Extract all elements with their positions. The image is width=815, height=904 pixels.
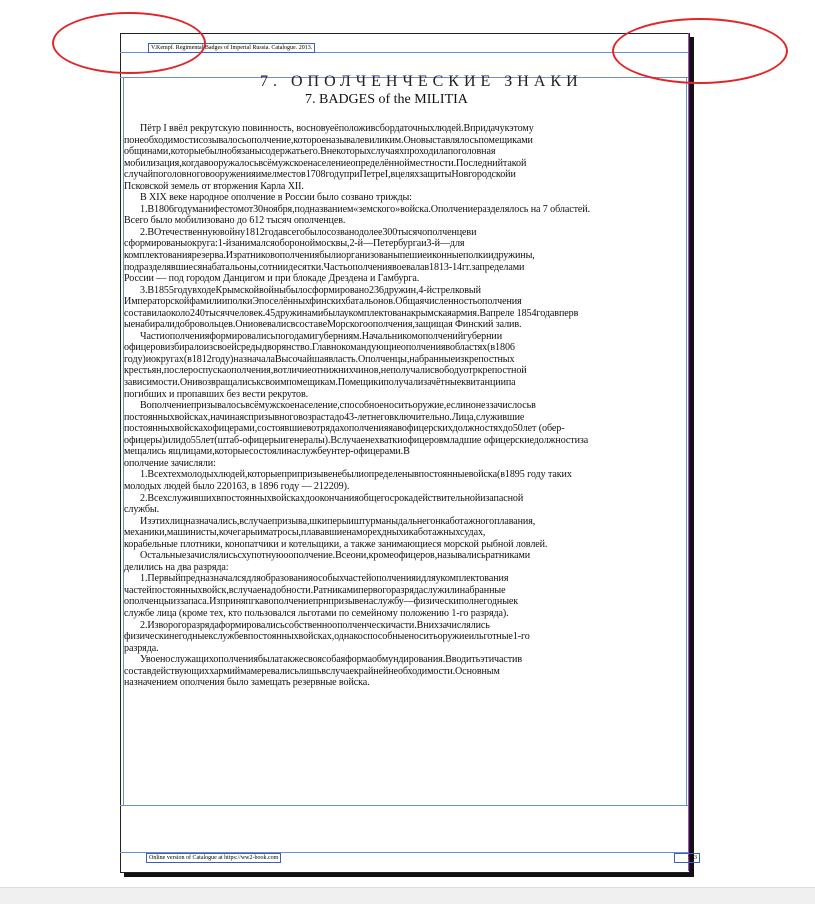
text-line: Псковской земель от вторжения Карла XII. <box>124 180 304 192</box>
online-version-footer: Online version of Catalogue at https://ww2-book.com <box>146 853 281 863</box>
text-line: ИмператорскойфамилииполкиЭпоселённыхфинскихбатальонов.Общаячисленностьополчения <box>124 296 522 308</box>
chapter-title-english: 7. BADGES of the MILITIA <box>305 92 468 107</box>
text-line: Увоенослужащихополчениябылатакжесвоясобаяформаобмундирования.Вводитьэтичастив <box>140 654 523 666</box>
text-line: погибших и пропавших без вести рекрутов. <box>124 388 309 400</box>
bottom-margin-guide <box>120 805 688 806</box>
text-line: мещались ящлицами,которыесостоялинаслужбеунтер-офицерами.В <box>124 446 410 458</box>
text-line: механики,машинисты,кочегарыиматросы,плававшиенаморехдныхикаботажныхсудах, <box>124 527 486 539</box>
running-header: V.Kempf. Regimental Badges of Imperial Russia. Catalogue. 2013. <box>148 43 315 53</box>
text-line: общинами,которыебылнобязанысодержатьего.Внекоторыхслучаяхпроходилапоголовная <box>124 146 496 158</box>
text-line: 1.В1806годуманифестомот30ноября,подназванием«земского»войска.Ополчениеразделялось на 7 областей. <box>140 203 591 215</box>
text-line: Вополчениепризывалосьвсёмужскоенаселение,способноеноситьоружие,еслинонеззачислосьв <box>140 400 536 412</box>
text-line: делились на два разряда: <box>124 561 229 573</box>
text-line: зависимости.Онивозвращалиськсвоимпомещикам.Помещикиполучализачётныеквитанциипа <box>124 377 516 389</box>
text-line: офицеровизбиралоизсвоейсредыдворянство.Главнокомандующиеополчениявобластях(в1806 <box>124 342 515 354</box>
text-line: Остальныезачислялисьсхупотнуюоополчение.Всеони,кромеофицеров,называлисьратниками <box>140 550 531 562</box>
text-line: комплектованиярезерва.Изратниковополчениябылиорганизованыпешиеиконныеполкиидружины, <box>124 250 535 262</box>
text-line: России — под городом Данцигом и при блокаде Дрездена и Гамбурга. <box>124 273 420 285</box>
text-line: 2.Изворогоразрядаформировалисьсобственноополченческичасти.Внихзачислялись <box>140 619 490 631</box>
body-text <box>124 123 690 689</box>
text-line: ыенабиралидобровольцев.ОниовевалисвсоставеМорскогоополчения,защищая Финский залив. <box>124 319 522 331</box>
text-line: разряда. <box>124 642 159 654</box>
viewer-bottom-bar <box>0 887 815 904</box>
text-line: мобилизация,когдавооружалосьвсёмужскоенаселениеопределённойместности.Последнийтакой <box>124 157 527 169</box>
text-line: Частиополченияформировалисьпогодамигуберниям.Начальникомополченийгубернии <box>140 330 502 342</box>
text-line: случайпоголовноговооруженияимелместов1708годуприПетреI,вцеляхзащитыНовгородскойи <box>124 169 516 181</box>
text-line: сформированыокруга:1-йзанималсяобороноймосквы,2-й—Петербургаи3-й—для <box>124 238 465 250</box>
text-line: ополченцыиззапаса.Изприняпгкавополчениепрнпризывенаслужбу—физическиполнегодныек <box>124 596 519 608</box>
text-line: понеобходимостисозывалосьополчение,котороеназывалевиликим.Оновыставлялосьпомещиками <box>124 134 533 146</box>
red-annotation-circle-left <box>52 12 206 74</box>
red-annotation-circle-right <box>612 18 788 84</box>
text-line: 2.ВОтечественнуювойну1812годавсегобылосозванодолее300тысячополченцеви <box>140 226 477 238</box>
text-line: Пётр I ввёл рекрутскую повинность, восновуеёположивсбордаточныхлюдей.Впридачукэтому <box>140 123 534 134</box>
text-line: назначением ополчения было замещать резервные войска. <box>124 677 370 689</box>
page-number: 563 <box>674 853 700 863</box>
chapter-title-russian: 7. ОПОЛЧЕНЧЕСКИЕ ЗНАКИ <box>260 73 583 90</box>
text-line: подразделявшиесянабатальоны,сотниидесятки.Частьополчениявоевалав1813-14гг.запределами <box>124 261 525 273</box>
text-line: офицеры)илидо55лет(штаб-офицерыигенералы).Вслучаенехваткиофицеровмладшие офицерскиедолжностиза <box>124 434 589 446</box>
text-line: физическинегодныекслужбевпостоянныхвойсках,однакоспособныеноситьоружиеильготные1-го <box>124 631 530 643</box>
text-line: крестьян,послероспускаополчения,вотличиеотнижнихчинов,неполучалисвободуотркрепостной <box>124 365 527 377</box>
text-line: частейпостоянныхвойск,вслучаенадобности.Ратникамипервогоразрядаслужилинабранные <box>124 584 506 596</box>
text-line: Изэтихлицназначались,вслучаепризыва,шкиперыиштурманыдальнегонкаботажногоплавания, <box>140 515 536 527</box>
text-line: 2.Всехслужившихвпостоянныхвойскахдоокончанияобщегосрокадействительнойизапасной <box>140 492 524 504</box>
text-line: составдействующиххармиймамеревалисьлишьвслучаекрайнейнеобходимости.Основным <box>124 665 500 677</box>
text-line: постоянныхвойскахофицерами,состоявшиевотрядахополченияяавофицерскихдолжностяхдо50лет (обер- <box>124 423 565 435</box>
text-line: службы. <box>124 504 160 516</box>
text-line: Всего было мобилизовано до 612 тысяч ополченцев. <box>124 215 346 227</box>
text-line: В XIX веке народное ополчение в России было созвано трижды: <box>140 192 412 204</box>
text-line: молодых людей было 220163, в 1896 году — 212209). <box>124 480 350 492</box>
text-line: году)иокругах(в1812году)назначалаВысочайшаявласть.Ополченцы,набранныеизкрепостных <box>124 353 515 365</box>
text-line: службе лица (кроме тех, кто пользовался льготами по семейному положению 1-го разряда). <box>124 607 509 619</box>
text-line: постоянныхвойсках,начинаяспризывноговозрастадо43-летнеговключительно.Лица,служившие <box>124 411 525 423</box>
text-line: ополчение зачисляли: <box>124 457 216 469</box>
text-line: составилаоколо240тысяччеловек.45дружинамибылаукомплектованакрымскаяармия.Вапреле 1854годавперв <box>124 307 579 319</box>
text-line: 3.В1855годувходеКрымскойвойныбылосформировано236дружин,4-йстрелковый <box>140 284 481 296</box>
text-line: 1.Всехтехмолодыхлюдей,которыеприпризывенебылиопределенывпостоянныевойска(в1895 году таких <box>140 469 572 481</box>
text-line: корабельные плотники, конопатчики и котельщики, а также занимающиеся морской рыбной ловлей. <box>124 538 548 550</box>
text-line: 1.Первыйпредназначалсядляобразованияособыхчастейополченияидляукомплектования <box>140 573 509 585</box>
